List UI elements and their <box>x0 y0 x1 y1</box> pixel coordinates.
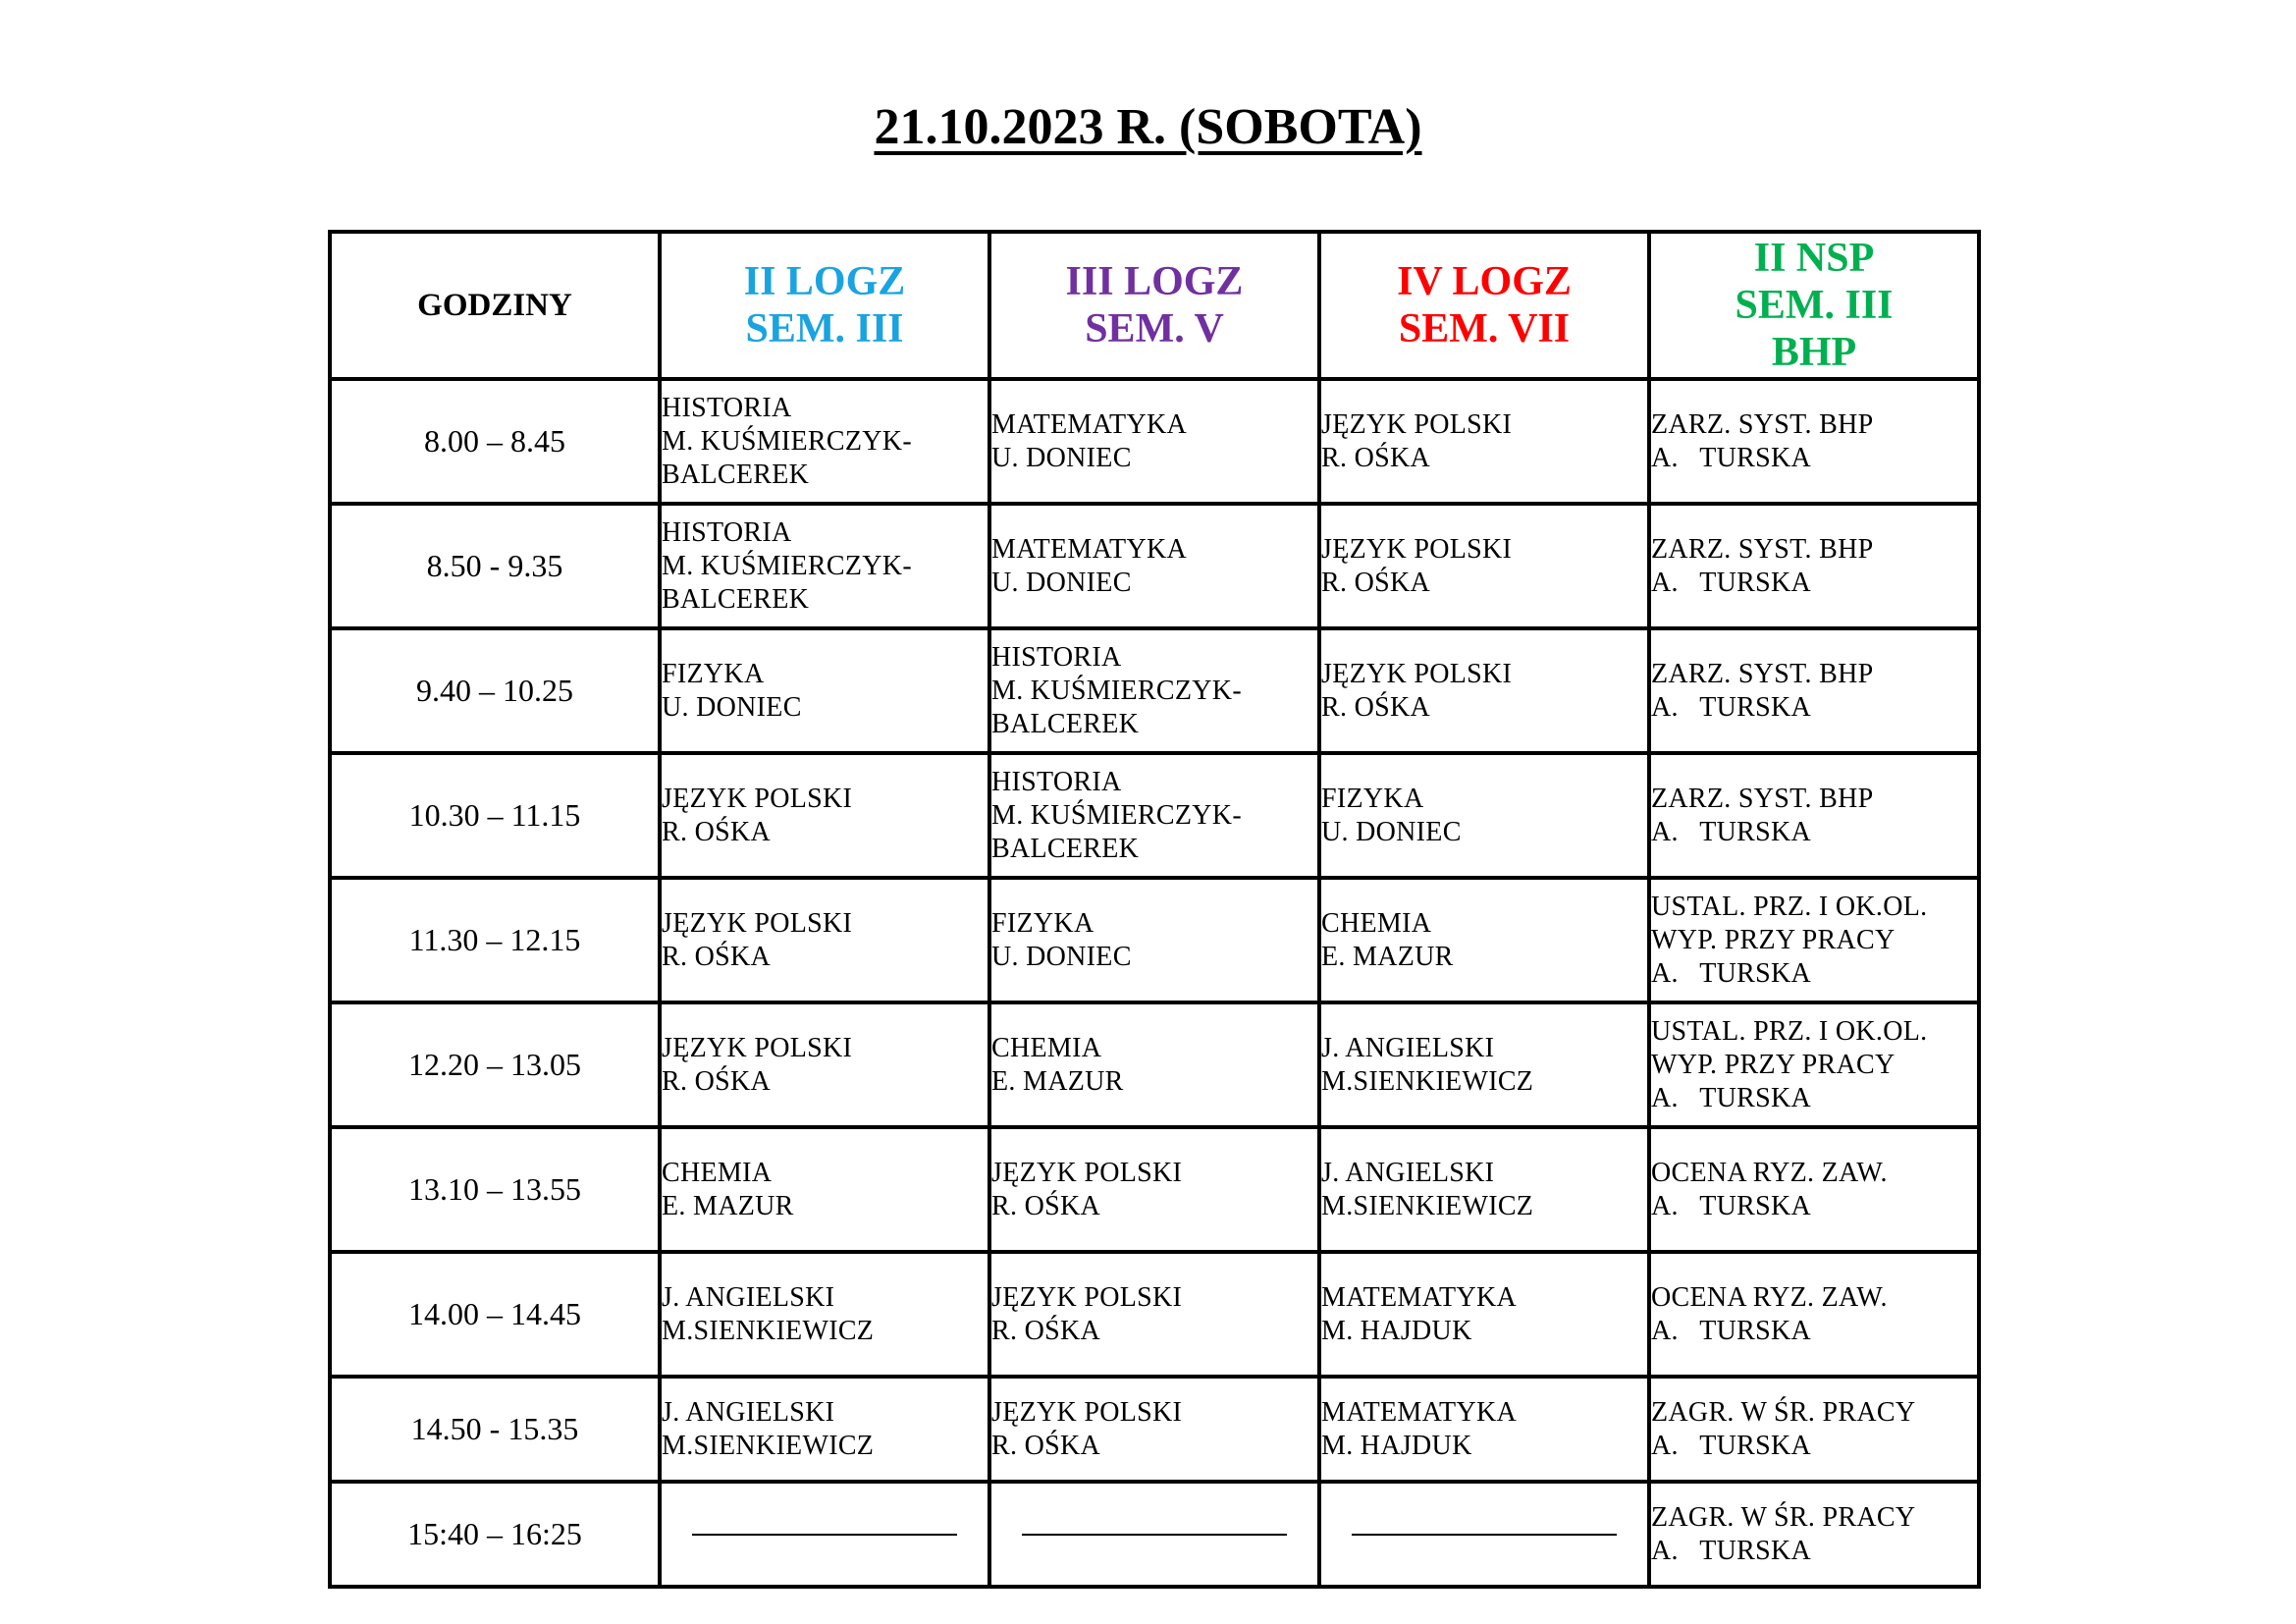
subject-name: ZARZ. SYST. BHP <box>1651 408 1874 440</box>
lesson-detail: M. HAJDUK <box>1321 1430 1472 1461</box>
lesson-cell <box>1319 379 1649 504</box>
subject-name: J. ANGIELSKI <box>1321 1157 1495 1188</box>
subject-name: JĘZYK POLSKI <box>662 907 853 939</box>
lesson-detail: A. TURSKA <box>1651 1315 1812 1346</box>
lesson-cell <box>1649 1002 1979 1127</box>
group-header <box>660 232 989 379</box>
empty-dash-line <box>692 1534 957 1536</box>
lesson-cell <box>1649 1377 1979 1482</box>
lesson-detail: A. TURSKA <box>1651 1430 1812 1461</box>
lesson-cell <box>989 878 1319 1002</box>
subject-name: OCENA RYZ. ZAW. <box>1651 1157 1888 1188</box>
lesson-detail: R. OŚKA <box>1321 442 1431 473</box>
time-slot: 15:40 – 16:25 <box>330 1482 660 1587</box>
lesson-cell <box>660 504 989 628</box>
empty-cell <box>989 1482 1319 1587</box>
lesson-cell <box>1319 1002 1649 1127</box>
page-title: 21.10.2023 R. (SOBOTA) <box>874 99 1422 155</box>
lesson-cell <box>1649 878 1979 1002</box>
subject-name: HISTORIA <box>662 516 792 548</box>
lesson-detail: A. TURSKA <box>1651 442 1812 473</box>
lesson-detail: M.SIENKIEWICZ <box>662 1315 875 1346</box>
subject-name: JĘZYK POLSKI <box>1321 658 1513 689</box>
lesson-detail: M. KUŚMIERCZYK- <box>662 550 912 581</box>
empty-cell <box>660 1482 989 1587</box>
group-header <box>1649 232 1979 379</box>
lesson-cell <box>989 1252 1319 1377</box>
time-slot: 8.00 – 8.45 <box>330 379 660 504</box>
lesson-detail: A. TURSKA <box>1651 1190 1812 1221</box>
lesson-detail: E. MAZUR <box>662 1190 794 1221</box>
subject-name: MATEMATYKA <box>1321 1396 1517 1428</box>
lesson-detail: E. MAZUR <box>1321 941 1454 972</box>
group-header-line: SEM. III <box>1735 283 1894 328</box>
table-row <box>330 753 1979 878</box>
table-row <box>330 628 1979 753</box>
lesson-cell <box>989 504 1319 628</box>
lesson-detail: U. DONIEC <box>662 691 802 723</box>
time-slot: 14.00 – 14.45 <box>330 1252 660 1377</box>
subject-name: HISTORIA <box>991 641 1122 673</box>
lesson-cell <box>660 1002 989 1127</box>
lesson-cell <box>660 1377 989 1482</box>
lesson-cell <box>989 753 1319 878</box>
lesson-detail: U. DONIEC <box>1321 816 1462 847</box>
lesson-cell <box>989 628 1319 753</box>
lesson-detail: R. OŚKA <box>991 1190 1101 1221</box>
group-header-line: SEM. III <box>745 306 904 352</box>
subject-name: MATEMATYKA <box>1321 1281 1517 1313</box>
time-slot: 9.40 – 10.25 <box>330 628 660 753</box>
time-slot: 12.20 – 13.05 <box>330 1002 660 1127</box>
subject-name: ZARZ. SYST. BHP <box>1651 658 1874 689</box>
lesson-detail: E. MAZUR <box>991 1065 1124 1097</box>
subject-name: JĘZYK POLSKI <box>662 1032 853 1063</box>
lesson-cell <box>989 379 1319 504</box>
time-slot: 11.30 – 12.15 <box>330 878 660 1002</box>
lesson-detail: R. OŚKA <box>991 1430 1101 1461</box>
subject-name: JĘZYK POLSKI <box>662 783 853 814</box>
lesson-detail: BALCEREK <box>662 583 810 615</box>
table-row <box>330 1127 1979 1252</box>
lesson-detail: M.SIENKIEWICZ <box>1321 1190 1534 1221</box>
lesson-cell <box>1319 628 1649 753</box>
lesson-cell <box>989 1127 1319 1252</box>
lesson-detail: A. TURSKA <box>1651 957 1812 989</box>
subject-name: J. ANGIELSKI <box>1321 1032 1495 1063</box>
subject-name: J. ANGIELSKI <box>662 1396 835 1428</box>
table-row <box>330 504 1979 628</box>
lesson-cell <box>989 1002 1319 1127</box>
subject-name: OCENA RYZ. ZAW. <box>1651 1281 1888 1313</box>
table-row <box>330 878 1979 1002</box>
subject-name: HISTORIA <box>662 392 792 423</box>
subject-name: FIZYKA <box>662 658 765 689</box>
lesson-cell <box>1319 1127 1649 1252</box>
subject-name: USTAL. PRZ. I OK.OL. <box>1651 891 1928 922</box>
lesson-cell <box>1649 1252 1979 1377</box>
lesson-cell <box>660 753 989 878</box>
table-row <box>330 379 1979 504</box>
lesson-detail: U. DONIEC <box>991 442 1132 473</box>
subject-name: MATEMATYKA <box>991 408 1187 440</box>
lesson-cell <box>1649 753 1979 878</box>
lesson-cell <box>989 1377 1319 1482</box>
lesson-cell <box>1649 504 1979 628</box>
lesson-detail: WYP. PRZY PRACY <box>1651 1049 1896 1080</box>
lesson-cell <box>1649 1482 1979 1587</box>
table-row <box>330 1377 1979 1482</box>
lesson-detail: A. TURSKA <box>1651 1535 1812 1566</box>
time-slot: 13.10 – 13.55 <box>330 1127 660 1252</box>
time-slot: 14.50 - 15.35 <box>330 1377 660 1482</box>
lesson-cell <box>1319 1252 1649 1377</box>
lesson-detail: U. DONIEC <box>991 567 1132 598</box>
lesson-detail: BALCEREK <box>991 833 1140 864</box>
schedule-table <box>328 230 1981 1589</box>
lesson-detail: M.SIENKIEWICZ <box>1321 1065 1534 1097</box>
lesson-cell <box>1319 1377 1649 1482</box>
lesson-detail: R. OŚKA <box>662 941 772 972</box>
lesson-detail: A. TURSKA <box>1651 1082 1812 1113</box>
subject-name: ZARZ. SYST. BHP <box>1651 533 1874 565</box>
lesson-cell <box>1649 1127 1979 1252</box>
lesson-cell <box>660 628 989 753</box>
group-header <box>1319 232 1649 379</box>
lesson-detail: R. OŚKA <box>662 816 772 847</box>
time-slot: 8.50 - 9.35 <box>330 504 660 628</box>
group-header-line: BHP <box>1771 330 1857 375</box>
lesson-detail: M. HAJDUK <box>1321 1315 1472 1346</box>
subject-name: FIZYKA <box>1321 783 1424 814</box>
lesson-cell <box>660 1252 989 1377</box>
lesson-detail: WYP. PRZY PRACY <box>1651 924 1896 955</box>
group-header-line: II NSP <box>1753 236 1875 281</box>
lesson-cell <box>1319 878 1649 1002</box>
lesson-detail: M. KUŚMIERCZYK- <box>662 425 912 457</box>
subject-name: JĘZYK POLSKI <box>991 1396 1183 1428</box>
lesson-detail: A. TURSKA <box>1651 816 1812 847</box>
subject-name: CHEMIA <box>1321 907 1432 939</box>
lesson-detail: R. OŚKA <box>662 1065 772 1097</box>
subject-name: CHEMIA <box>662 1157 773 1188</box>
lesson-detail: BALCEREK <box>662 459 810 490</box>
lesson-cell <box>1319 753 1649 878</box>
subject-name: ZAGR. W ŚR. PRACY <box>1651 1396 1916 1428</box>
subject-name: HISTORIA <box>991 766 1122 797</box>
subject-name: FIZYKA <box>991 907 1095 939</box>
lesson-detail: M. KUŚMIERCZYK- <box>991 799 1242 831</box>
hours-header: GODZINY <box>330 232 660 379</box>
subject-name: JĘZYK POLSKI <box>991 1281 1183 1313</box>
group-header-line: SEM. VII <box>1398 306 1571 352</box>
lesson-cell <box>660 1127 989 1252</box>
lesson-cell <box>660 379 989 504</box>
subject-name: USTAL. PRZ. I OK.OL. <box>1651 1015 1928 1047</box>
lesson-detail: BALCEREK <box>991 708 1140 739</box>
lesson-detail: R. OŚKA <box>1321 567 1431 598</box>
subject-name: JĘZYK POLSKI <box>991 1157 1183 1188</box>
subject-name: MATEMATYKA <box>991 533 1187 565</box>
lesson-detail: R. OŚKA <box>991 1315 1101 1346</box>
empty-cell <box>1319 1482 1649 1587</box>
subject-name: CHEMIA <box>991 1032 1102 1063</box>
group-header-line: IV LOGZ <box>1397 259 1572 304</box>
subject-name: JĘZYK POLSKI <box>1321 408 1513 440</box>
header-row <box>330 232 1979 379</box>
group-header-line: III LOGZ <box>1065 259 1244 304</box>
table-row <box>330 1002 1979 1127</box>
lesson-cell <box>1649 379 1979 504</box>
lesson-cell <box>660 878 989 1002</box>
subject-name: ZAGR. W ŚR. PRACY <box>1651 1501 1916 1533</box>
lesson-detail: M.SIENKIEWICZ <box>662 1430 875 1461</box>
lesson-detail: M. KUŚMIERCZYK- <box>991 675 1242 706</box>
table-row <box>330 1252 1979 1377</box>
subject-name: J. ANGIELSKI <box>662 1281 835 1313</box>
empty-dash-line <box>1022 1534 1287 1536</box>
lesson-detail: A. TURSKA <box>1651 691 1812 723</box>
time-slot: 10.30 – 11.15 <box>330 753 660 878</box>
group-header <box>989 232 1319 379</box>
subject-name: ZARZ. SYST. BHP <box>1651 783 1874 814</box>
subject-name: JĘZYK POLSKI <box>1321 533 1513 565</box>
lesson-cell <box>1649 628 1979 753</box>
lesson-cell <box>1319 504 1649 628</box>
group-header-line: SEM. V <box>1085 306 1224 352</box>
lesson-detail: R. OŚKA <box>1321 691 1431 723</box>
lesson-detail: A. TURSKA <box>1651 567 1812 598</box>
lesson-detail: U. DONIEC <box>991 941 1132 972</box>
empty-dash-line <box>1352 1534 1617 1536</box>
group-header-line: II LOGZ <box>743 259 906 304</box>
table-row <box>330 1482 1979 1587</box>
